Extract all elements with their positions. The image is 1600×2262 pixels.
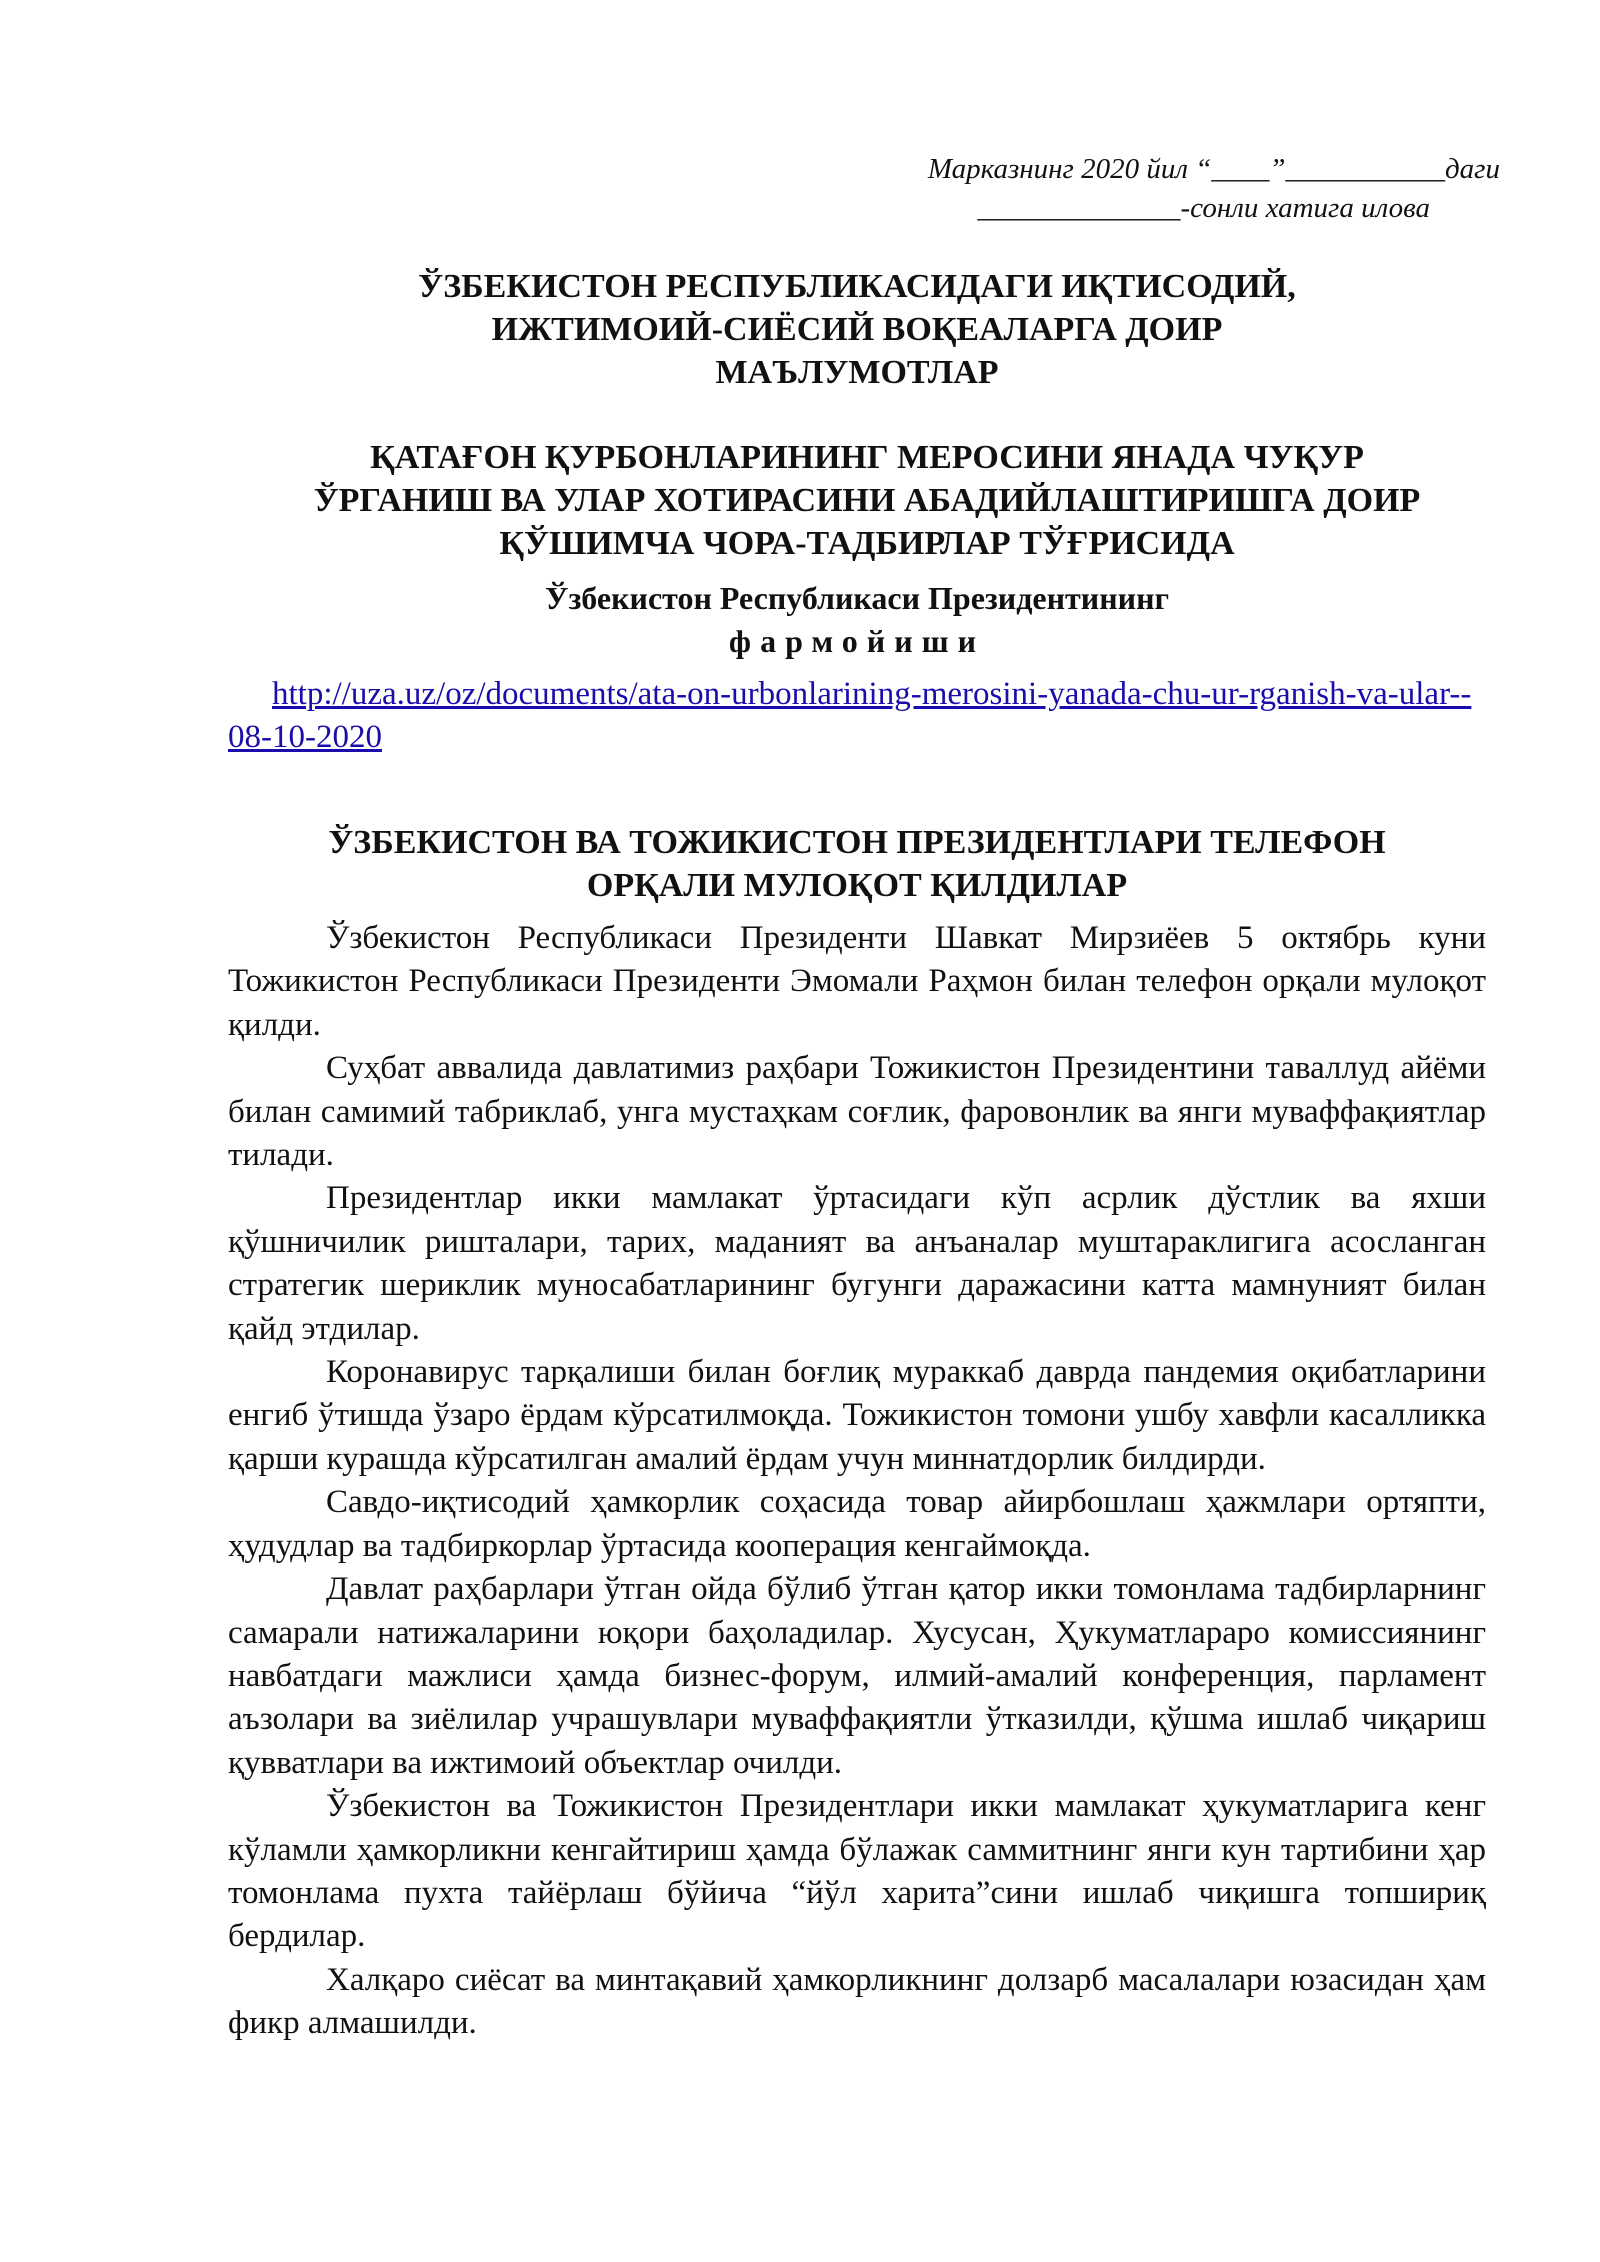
decree-title-line: ҚЎШИМЧА ЧОРА-ТАДБИРЛАР ТЎҒРИСИДА <box>499 525 1235 562</box>
annex-line-2: ______________-сонли хатига илова <box>977 192 1430 224</box>
decree-title-line: ЎРГАНИШ ВА УЛАР ХОТИРАСИНИ АБАДИЙЛАШТИРИШГА ДОИР <box>313 482 1421 519</box>
main-heading <box>228 265 1486 394</box>
annex-note <box>800 150 1500 228</box>
news-paragraph: Суҳбат аввалида давлатимиз раҳбари Тожикистон Президентини таваллуд айёми билан самимий табриклаб, унга мустаҳкам соғлик, фаровонлик ва янги муваффақиятлар тилади. <box>228 1050 1486 1174</box>
decree-kind: фармойиши <box>728 623 986 659</box>
decree-title <box>228 436 1486 565</box>
news-title-line: ЎЗБЕКИСТОН ВА ТОЖИКИСТОН ПРЕЗИДЕНТЛАРИ ТЕЛЕФОН <box>328 824 1386 861</box>
main-heading-line: МАЪЛУМОТЛАР <box>715 354 999 391</box>
news-paragraph: Халқаро сиёсат ва минтақавий ҳамкорликнинг долзарб масалалари юзасидан ҳам фикр алмашилди. <box>228 1961 1486 2042</box>
news-paragraph: Давлат раҳбарлари ўтган ойда бўлиб ўтган қатор икки томонлама тадбирларнинг самарали натижаларини юқори баҳоладилар. Хусусан, Ҳукуматлараро комиссиянинг навбатдаги мажлиси ҳамда бизнес-форум, илмий-амалий конференция, парламент аъзолари ва зиёлилар учрашувлари муваффақиятли ўтказилди, қўшма ишлаб чиқариш қувватлари ва ижтимоий объектлар очилди. <box>228 1571 1486 1781</box>
annex-line-1: Марказнинг 2020 йил “____”___________даги <box>927 153 1500 185</box>
main-heading-line: ЎЗБЕКИСТОН РЕСПУБЛИКАСИДАГИ ИҚТИСОДИЙ, <box>418 268 1296 305</box>
news-title <box>228 821 1486 907</box>
main-heading-line: ИЖТИМОИЙ-СИЁСИЙ ВОҚЕАЛАРГА ДОИР <box>491 311 1223 348</box>
news-title-line: ОРҚАЛИ МУЛОҚОТ ҚИЛДИЛАР <box>586 867 1128 904</box>
news-paragraph: Коронавирус тарқалиши билан боғлиқ мураккаб даврда пандемия оқибатларини енгиб ўтишда ўзаро ёрдам кўрсатилмоқда. Тожикистон томони ушбу хавфли касалликка қарши курашда кўрсатилган амалий ёрдам учун миннатдорлик билдирди. <box>228 1354 1486 1477</box>
decree-title-line: ҚАТАҒОН ҚУРБОНЛАРИНИНГ МЕРОСИНИ ЯНАДА ЧУҚУР <box>370 439 1364 476</box>
news-paragraph: Ўзбекистон ва Тожикистон Президентлари икки мамлакат ҳукуматларига кенг кўламли ҳамкорликни кенгайтириш ҳамда бўлажак саммитнинг янги кун тартибини ҳар томонлама пухта тайёрлаш бўйича “йўл харита”сини ишлаб чиқишга топшириқ бердилар. <box>228 1788 1486 1955</box>
decree-issuer: Ўзбекистон Республикаси Президентининг <box>544 580 1170 616</box>
news-paragraph: Ўзбекистон Республикаси Президенти Шавкат Мирзиёев 5 октябрь куни Тожикистон Республикаси Президенти Эмомали Раҳмон билан телефон орқали мулоқот қилди. <box>228 920 1486 1043</box>
decree-link[interactable]: http://uza.uz/oz/documents/ata-on-urbonlarining-merosini-yanada-chu-ur-rganish-va-ular--08-10-2020 <box>228 676 1472 755</box>
news-paragraph: Савдо-иқтисодий ҳамкорлик соҳасида товар айирбошлаш ҳажмлари ортяпти, ҳудудлар ва тадбиркорлар ўртасида кооперация кенгаймоқда. <box>228 1484 1486 1564</box>
news-paragraph: Президентлар икки мамлакат ўртасидаги кўп асрлик дўстлик ва яхши қўшничилик ришталари, тарих, маданият ва анъаналар муштараклигига асосланган стратегик шериклик муносабатларининг бугунги даражасини катта мамнуният билан қайд этдилар. <box>228 1180 1486 1347</box>
document-body <box>228 265 1486 2046</box>
